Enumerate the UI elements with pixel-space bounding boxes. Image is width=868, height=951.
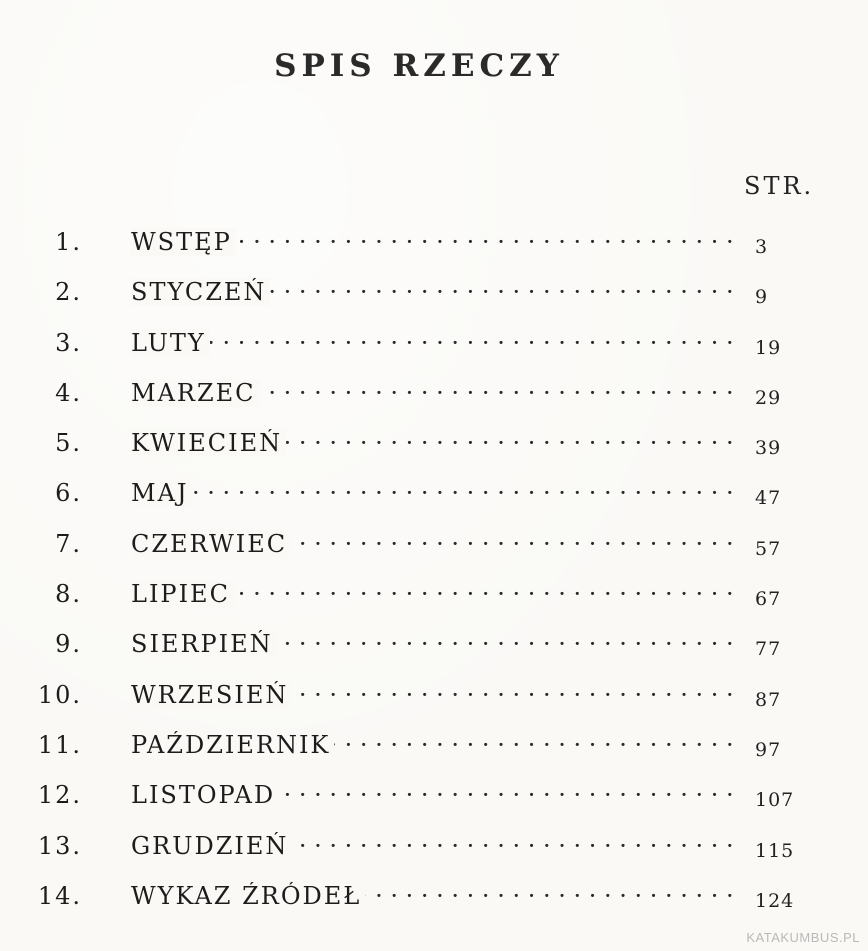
- entry-number: 13.: [37, 831, 82, 860]
- entry-title: WRZESIEŃ: [131, 681, 292, 709]
- entry-number: 5.: [55, 429, 82, 458]
- entry-title-with-leader: [131, 731, 738, 759]
- entry-page-number: 115: [755, 839, 795, 862]
- entry-page-number: 9: [755, 286, 769, 309]
- entry-title-with-leader: [131, 479, 738, 507]
- entry-title: LISTOPAD: [131, 781, 279, 809]
- entry-number: 2.: [55, 278, 82, 307]
- table-of-contents: [0, 222, 868, 926]
- entry-title: MARZEC: [131, 379, 260, 407]
- toc-row: [0, 725, 868, 775]
- entry-title: WSTĘP: [131, 228, 236, 256]
- toc-row: [0, 574, 868, 624]
- entry-number: 3.: [55, 328, 82, 357]
- entry-number: 14.: [37, 881, 82, 910]
- entry-page-number: 29: [755, 386, 782, 409]
- toc-row: [0, 876, 868, 926]
- entry-title: PAŹDZIERNIK: [131, 731, 334, 759]
- entry-title-with-leader: [131, 278, 738, 306]
- entry-number: 9.: [55, 630, 82, 659]
- page-column-header: STR.: [744, 172, 815, 200]
- entry-title-with-leader: [131, 681, 738, 709]
- entry-page-number: 77: [755, 638, 782, 661]
- entry-title-with-leader: [131, 630, 738, 658]
- entry-title: MAJ: [131, 479, 193, 507]
- entry-title-with-leader: [131, 832, 738, 860]
- entry-page-number: 39: [755, 437, 782, 460]
- entry-page-number: 107: [755, 789, 795, 812]
- entry-title: LUTY: [131, 329, 210, 357]
- entry-page-number: 124: [755, 889, 795, 912]
- entry-title-with-leader: [131, 781, 738, 809]
- toc-row: [0, 624, 868, 674]
- entry-page-number: 67: [755, 588, 782, 611]
- entry-title-with-leader: [131, 329, 738, 357]
- entry-title: GRUDZIEŃ: [131, 832, 292, 860]
- toc-row: [0, 272, 868, 322]
- toc-row: [0, 373, 868, 423]
- entry-title: KWIECIEŃ: [131, 429, 286, 457]
- watermark: KATAKUMBUS.PL: [746, 930, 860, 945]
- entry-page-number: 47: [755, 487, 782, 510]
- entry-title-with-leader: [131, 530, 738, 558]
- entry-page-number: 19: [755, 336, 782, 359]
- toc-row: [0, 524, 868, 574]
- entry-title-with-leader: [131, 580, 738, 608]
- entry-title-with-leader: [131, 379, 738, 407]
- entry-title: LIPIEC: [131, 580, 234, 608]
- toc-row: [0, 675, 868, 725]
- entry-title: CZERWIEC: [131, 530, 291, 558]
- entry-page-number: 3: [755, 236, 769, 258]
- entry-number: 12.: [37, 781, 82, 810]
- entry-number: 11.: [37, 730, 82, 759]
- toc-row: [0, 826, 868, 876]
- entry-number: 8.: [55, 580, 82, 609]
- entry-number: 6.: [55, 479, 82, 508]
- entry-number: 7.: [55, 529, 82, 558]
- toc-row: [0, 323, 868, 373]
- toc-row: [0, 775, 868, 825]
- entry-title-with-leader: [131, 429, 738, 457]
- toc-row: [0, 423, 868, 473]
- entry-title-with-leader: [131, 882, 738, 910]
- entry-title: STYCZEŃ: [131, 278, 270, 306]
- toc-row: [0, 473, 868, 523]
- entry-number: 10.: [37, 680, 82, 709]
- entry-page-number: 97: [755, 738, 782, 761]
- page-title: SPIS RZECZY: [274, 48, 564, 84]
- entry-title-with-leader: [131, 228, 738, 256]
- entry-page-number: 87: [755, 688, 782, 711]
- entry-title: WYKAZ ŹRÓDEŁ: [131, 882, 365, 910]
- toc-row: [0, 222, 868, 272]
- entry-number: 4.: [55, 378, 82, 407]
- entry-page-number: 57: [755, 537, 782, 560]
- entry-title: SIERPIEŃ: [131, 630, 277, 658]
- entry-number: 1.: [55, 228, 82, 256]
